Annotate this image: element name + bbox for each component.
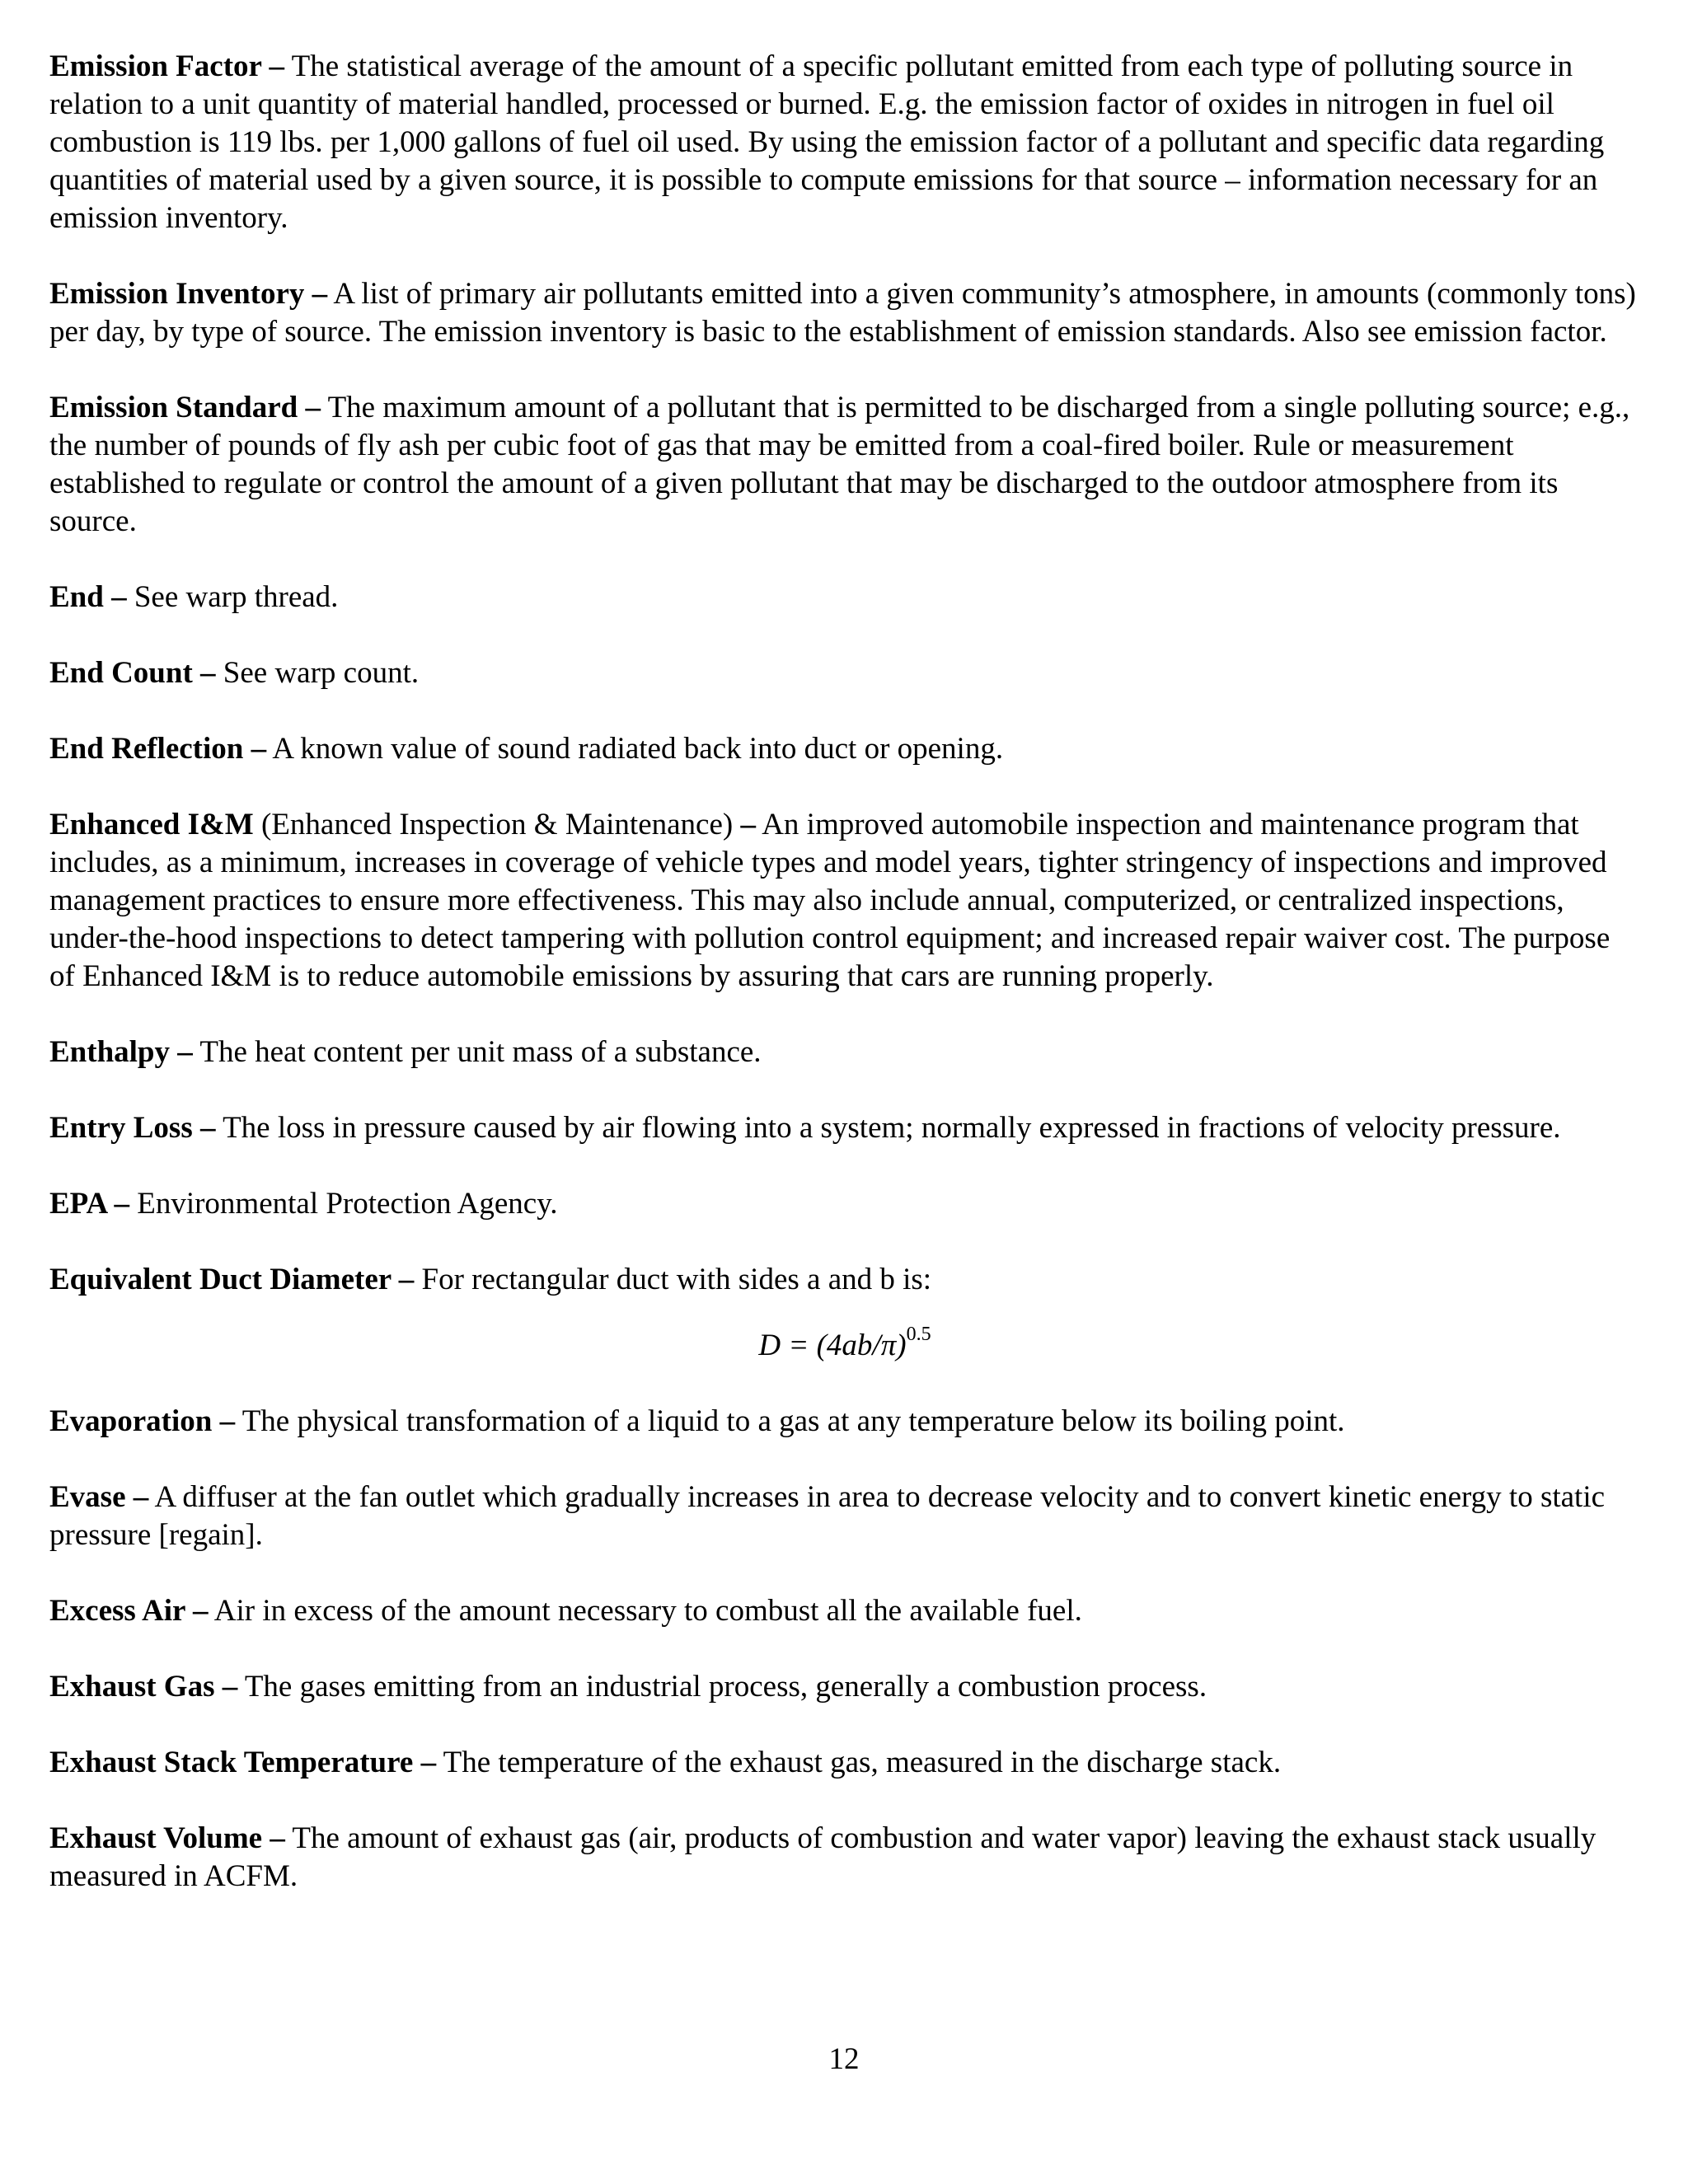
entry-dash: – bbox=[391, 1263, 415, 1296]
entry-dash: – bbox=[212, 1404, 236, 1438]
glossary-entry-exhaust-gas bbox=[49, 1668, 1640, 1706]
glossary-entry-equivalent-duct-diameter bbox=[49, 1261, 1640, 1299]
entry-definition: The maximum amount of a pollutant that is permitted to be discharged from a single polluting source; e.g., the number of pounds of fly ash per cubic foot of gas that may be emitted from a coal-fired boiler. Rule or measurement established to regulate or control the amount of a given pollutant that may be discharged to the outdoor atmosphere from its source. bbox=[49, 391, 1630, 538]
glossary-entry-emission-factor bbox=[49, 48, 1640, 237]
page-number: 12 bbox=[828, 2042, 860, 2076]
entry-dash: – bbox=[214, 1670, 238, 1704]
glossary-entry-end bbox=[49, 579, 1640, 616]
glossary-entry-enhanced-im bbox=[49, 806, 1640, 996]
glossary-entry-exhaust-stack-temperature bbox=[49, 1744, 1640, 1782]
entry-definition: The physical transformation of a liquid to a gas at any temperature below its boiling point. bbox=[235, 1404, 1345, 1438]
glossary-entry-exhaust-volume bbox=[49, 1820, 1640, 1896]
entry-definition: Environmental Protection Agency. bbox=[129, 1187, 558, 1221]
entry-definition: Air in excess of the amount necessary to combust all the available fuel. bbox=[208, 1594, 1082, 1628]
glossary-entry-emission-inventory bbox=[49, 275, 1640, 351]
entry-definition: The statistical average of the amount of a specific pollutant emitted from each type of polluting source in relation to a unit quantity of material handled, processed or burned. E.g. the emission factor of oxides in nitrogen in fuel oil combustion is 119 lbs. per 1,000 gallons of fuel oil used. By using the emission factor of a pollutant and specific data regarding quantities of material used by a given source, it is possible to compute emissions for that source – information necessary for an emission inventory. bbox=[49, 49, 1605, 235]
entry-term: Emission Standard bbox=[49, 391, 298, 424]
equivalent-diameter-formula bbox=[49, 1324, 1640, 1365]
entry-dash: – bbox=[243, 732, 267, 766]
glossary-entry-end-reflection bbox=[49, 730, 1640, 768]
entry-definition: For rectangular duct with sides a and b is: bbox=[414, 1263, 932, 1296]
entry-dash: – bbox=[733, 808, 756, 841]
entry-dash: – bbox=[185, 1594, 209, 1628]
glossary-entry-enthalpy bbox=[49, 1033, 1640, 1071]
entry-term: Emission Factor bbox=[49, 49, 262, 83]
glossary-entry-evaporation bbox=[49, 1403, 1640, 1441]
entry-dash: – bbox=[413, 1746, 437, 1779]
entry-term: Exhaust Stack Temperature bbox=[49, 1746, 414, 1779]
glossary-entry-excess-air bbox=[49, 1592, 1640, 1630]
entry-definition: An improved automobile inspection and maintenance program that includes, as a minimum, increases in coverage of vehicle types and model years, tighter stringency of inspections and improved management practices to ensure more effectiveness. This may also include annual, computerized, or centralized inspections, under-the-hood inspections to detect tampering with pollution control equipment; and increased repair waiver cost. The purpose of Enhanced I&M is to reduce automobile emissions by assuring that cars are running properly. bbox=[49, 808, 1611, 993]
entry-term: End bbox=[49, 580, 104, 614]
entry-term: End Count bbox=[49, 656, 193, 690]
entry-term: EPA bbox=[49, 1187, 107, 1221]
formula-exponent: 0.5 bbox=[906, 1324, 931, 1345]
entry-term: Enhanced I&M bbox=[49, 808, 254, 841]
entry-term: End Reflection bbox=[49, 732, 244, 766]
glossary-entry-evase bbox=[49, 1479, 1640, 1554]
entry-term: Excess Air bbox=[49, 1594, 185, 1628]
entry-dash: – bbox=[103, 580, 127, 614]
entry-dash: – bbox=[192, 656, 216, 690]
entry-term: Exhaust Volume bbox=[49, 1821, 263, 1855]
entry-definition: The temperature of the exhaust gas, measured in the discharge stack. bbox=[436, 1746, 1282, 1779]
glossary-entry-entry-loss bbox=[49, 1109, 1640, 1147]
glossary-page bbox=[49, 48, 1640, 1933]
entry-definition: A known value of sound radiated back into duct or opening. bbox=[266, 732, 1004, 766]
entry-dash: – bbox=[261, 49, 285, 83]
entry-term: Evase bbox=[49, 1480, 126, 1514]
entry-term: Exhaust Gas bbox=[49, 1670, 215, 1704]
entry-definition: A list of primary air pollutants emitted into a given community’s atmosphere, in amounts (commonly tons) per day, by type of source. The emission inventory is basic to the establishment of emission standards. Also see emission factor. bbox=[49, 277, 1636, 349]
entry-dash: – bbox=[262, 1821, 285, 1855]
entry-dash: – bbox=[304, 277, 328, 311]
entry-dash: – bbox=[106, 1187, 129, 1221]
entry-parenthetical: (Enhanced Inspection & Maintenance) bbox=[253, 808, 734, 841]
glossary-entry-end-count bbox=[49, 654, 1640, 692]
entry-definition: See warp count. bbox=[215, 656, 420, 690]
entry-dash: – bbox=[170, 1035, 193, 1069]
entry-dash: – bbox=[192, 1111, 216, 1145]
entry-dash: – bbox=[298, 391, 321, 424]
entry-term: Emission Inventory bbox=[49, 277, 305, 311]
formula-base: D = (4ab/π) bbox=[758, 1329, 907, 1362]
entry-term: Evaporation bbox=[49, 1404, 213, 1438]
entry-term: Enthalpy bbox=[49, 1035, 171, 1069]
entry-term: Equivalent Duct Diameter bbox=[49, 1263, 392, 1296]
entry-definition: The gases emitting from an industrial process, generally a combustion process. bbox=[237, 1670, 1207, 1704]
glossary-entry-epa bbox=[49, 1185, 1640, 1223]
entry-definition: The amount of exhaust gas (air, products of combustion and water vapor) leaving the exhaust stack usually measured in ACFM. bbox=[49, 1821, 1597, 1893]
glossary-entry-emission-standard bbox=[49, 389, 1640, 541]
entry-dash: – bbox=[125, 1480, 149, 1514]
entry-term: Entry Loss bbox=[49, 1111, 193, 1145]
entry-definition: The loss in pressure caused by air flowing into a system; normally expressed in fractions of velocity pressure. bbox=[215, 1111, 1561, 1145]
entry-definition: See warp thread. bbox=[126, 580, 339, 614]
entry-definition: A diffuser at the fan outlet which gradually increases in area to decrease velocity and to convert kinetic energy to static pressure [regain]. bbox=[49, 1480, 1606, 1552]
entry-definition: The heat content per unit mass of a substance. bbox=[192, 1035, 762, 1069]
